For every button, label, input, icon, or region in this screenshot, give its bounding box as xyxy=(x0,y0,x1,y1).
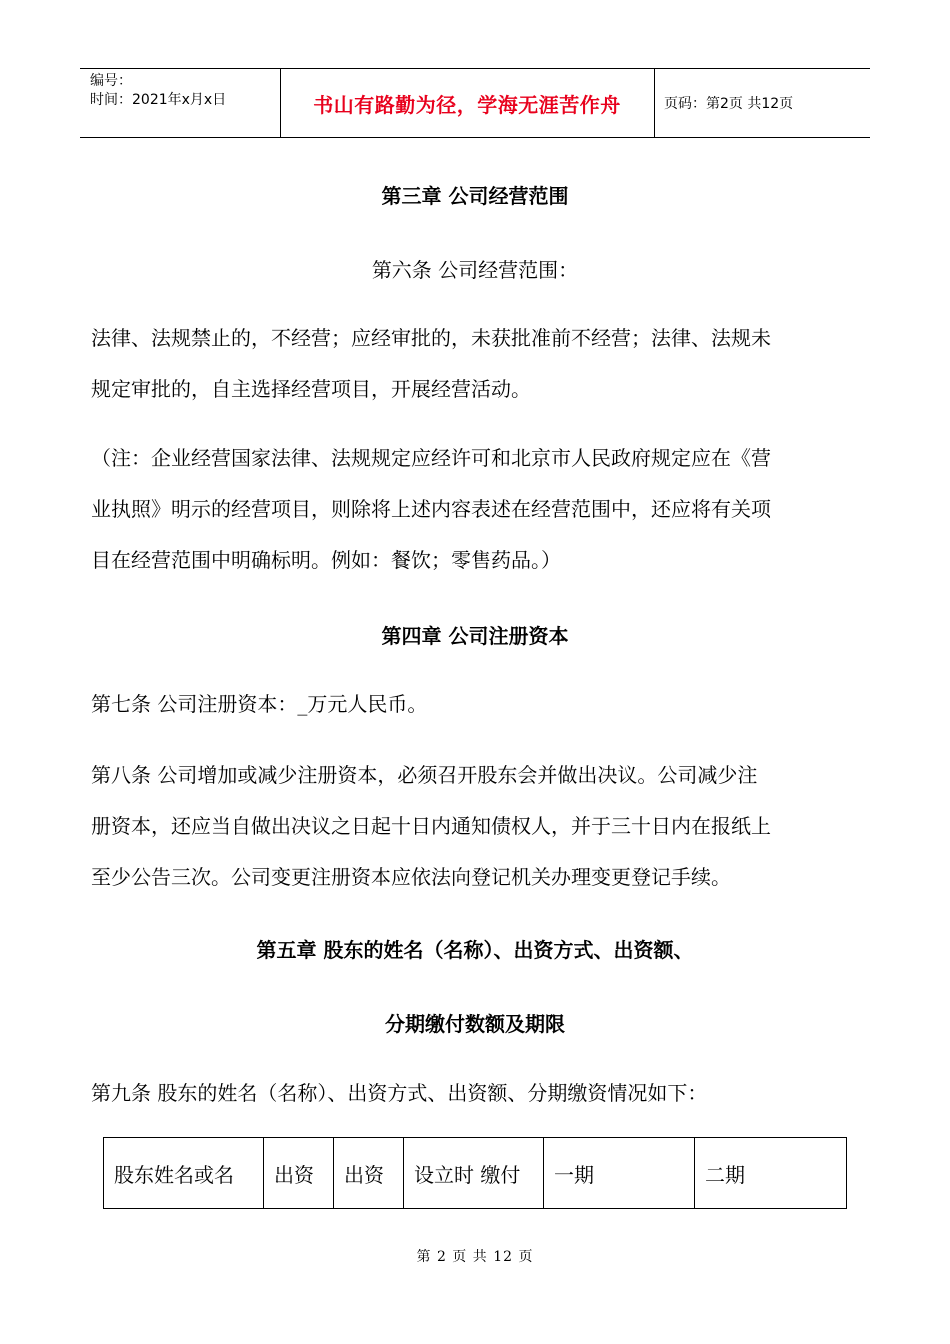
paragraph-line: 第八条 公司增加或减少注册资本，必须召开股东会并做出决议。公司减少注 xyxy=(91,763,758,787)
article9 xyxy=(91,1075,861,1111)
table-header-cell: 设立时 缴付 xyxy=(404,1138,544,1208)
document-header xyxy=(80,68,870,138)
page-footer: 第 2 页 共 12 页 xyxy=(416,1249,534,1265)
chapter5-title-line1: 第五章 股东的姓名（名称）、出资方式、出资额、 xyxy=(256,938,694,962)
header-page-info: 页码：第2页 共12页 xyxy=(664,96,794,112)
article7 xyxy=(91,686,861,722)
paragraph-line: 至少公告三次。公司变更注册资本应依法向登记机关办理变更登记手续。 xyxy=(91,865,731,889)
chapter5-title-line2: 分期缴付数额及期限 xyxy=(385,1012,565,1036)
article6-body xyxy=(91,313,861,415)
paragraph-line: （注：企业经营国家法律、法规规定应经许可和北京市人民政府规定应在《营 xyxy=(91,446,771,470)
paragraph-line: 业执照》明示的经营项目，则除将上述内容表述在经营范围中，还应将有关项 xyxy=(91,497,771,521)
paragraph-line: 规定审批的，自主选择经营项目，开展经营活动。 xyxy=(91,377,531,401)
code-label: 编号： xyxy=(90,73,132,89)
article8 xyxy=(91,750,861,903)
table-header-cell: 一期 xyxy=(544,1138,695,1208)
date-label: 时间：2021年x月x日 xyxy=(90,92,227,108)
paragraph-line: 册资本，还应当自做出决议之日起十日内通知债权人，并于三十日内在报纸上 xyxy=(91,814,771,838)
table-header-cell: 出资 xyxy=(334,1138,404,1208)
shareholder-table xyxy=(103,1137,847,1209)
article6-title: 第六条 公司经营范围： xyxy=(371,258,579,282)
header-motto: 书山有路勤为径，学海无涯苦作舟 xyxy=(280,69,655,137)
table-header-cell: 股东姓名或名 xyxy=(104,1138,264,1208)
paragraph-line: 第九条 股东的姓名（名称）、出资方式、出资额、分期缴资情况如下： xyxy=(91,1081,708,1105)
paragraph-line: 目在经营范围中明确标明。例如：餐饮；零售药品。） xyxy=(91,548,561,572)
paragraph-line: 第七条 公司注册资本：_万元人民币。 xyxy=(91,692,428,716)
table-header-cell: 出资 xyxy=(264,1138,334,1208)
table-header-cell: 二期 xyxy=(705,1162,745,1187)
chapter3-title: 第三章 公司经营范围 xyxy=(381,184,569,208)
header-meta xyxy=(80,69,281,137)
chapter4-title: 第四章 公司注册资本 xyxy=(381,624,569,648)
paragraph-line: 法律、法规禁止的，不经营；应经审批的，未获批准前不经营；法律、法规未 xyxy=(91,326,771,350)
article6-note xyxy=(91,433,861,586)
